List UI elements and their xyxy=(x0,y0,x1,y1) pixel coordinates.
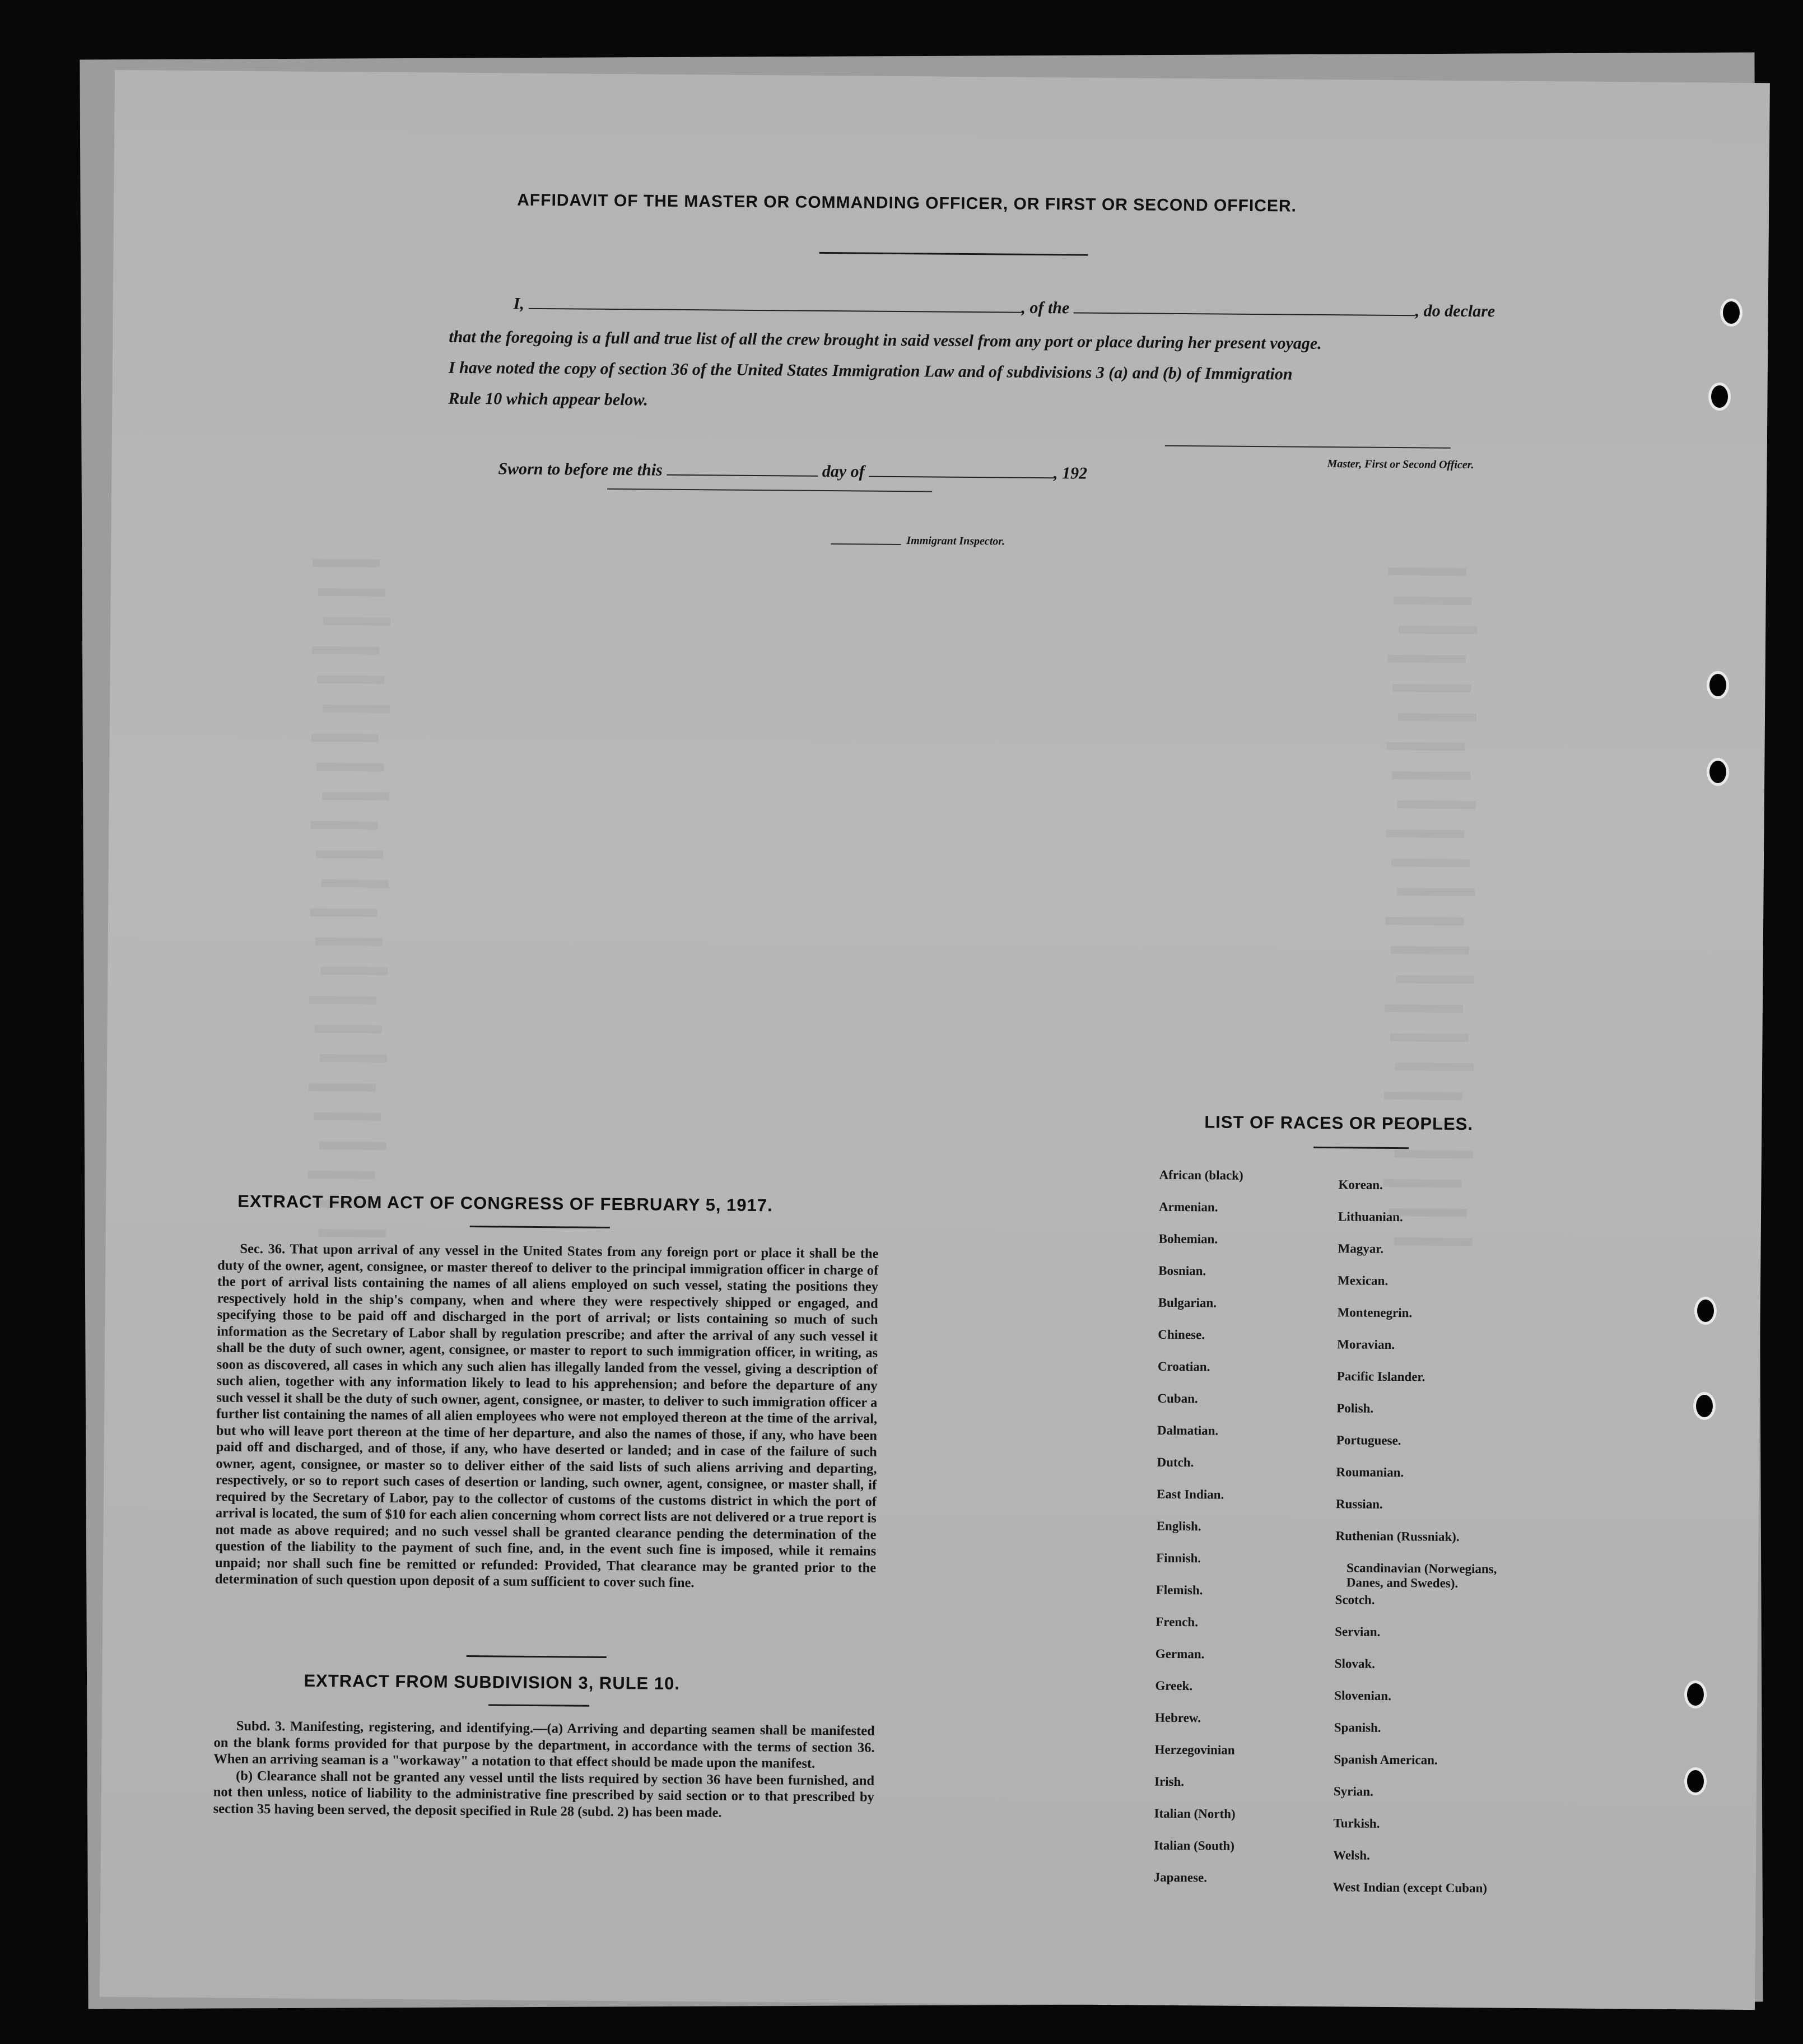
race-item: Servian. xyxy=(1335,1624,1381,1639)
bleed-mark xyxy=(319,1229,386,1237)
bleed-mark xyxy=(1396,975,1474,984)
bleed-mark xyxy=(309,1083,376,1092)
race-item: Lithuanian. xyxy=(1338,1209,1403,1224)
manifest-page xyxy=(100,70,1770,2010)
race-item: Slovenian. xyxy=(1334,1688,1391,1703)
bleed-mark xyxy=(322,879,389,888)
race-item: Greek. xyxy=(1155,1678,1193,1693)
race-item: Cuban. xyxy=(1157,1391,1198,1406)
races-left-column xyxy=(1153,1168,1243,1903)
punch-hole xyxy=(1687,1683,1704,1706)
rule-extract-title: EXTRACT FROM SUBDIVISION 3, RULE 10. xyxy=(304,1670,681,1694)
race-item: Armenian. xyxy=(1159,1199,1218,1214)
race-item: English. xyxy=(1156,1519,1201,1534)
race-item: West Indian (except Cuban) xyxy=(1333,1880,1488,1896)
bleed-mark xyxy=(318,588,385,597)
race-item: Italian (North) xyxy=(1154,1806,1236,1821)
race-item: Italian (South) xyxy=(1154,1838,1235,1853)
day-of-label: day of xyxy=(822,462,865,481)
race-item: Scandinavian (Norwegians, Danes, and Swedes). xyxy=(1346,1561,1497,1590)
punch-hole xyxy=(1709,674,1726,696)
punch-hole xyxy=(1709,761,1726,783)
race-item: Finnish. xyxy=(1156,1551,1201,1566)
bleed-mark xyxy=(1387,655,1466,663)
race-item: Japanese. xyxy=(1153,1870,1208,1885)
bleed-mark xyxy=(316,850,383,859)
punch-hole xyxy=(1723,301,1740,324)
bleed-mark xyxy=(1385,917,1464,925)
punch-hole xyxy=(1696,1395,1713,1417)
bleed-mark xyxy=(319,1142,386,1150)
race-item: East Indian. xyxy=(1156,1487,1224,1502)
bleed-mark xyxy=(323,617,390,626)
bleed-mark xyxy=(322,792,389,800)
punch-hole xyxy=(1711,385,1728,408)
subdivision-3a-text: Subd. 3. Manifesting, registering, and identifying.—(a) Arriving and departing seamen shall be manifested on the blank forms provided for that purpose by the department, in accordance with the terms of section 36. When an arriving seaman is a "workaway" a notation to that effect should be made upon the manifest. xyxy=(213,1718,875,1771)
race-item: Dalmatian. xyxy=(1157,1423,1219,1438)
bleed-mark xyxy=(1392,684,1471,692)
inspector-signature-label: Immigrant Inspector. xyxy=(906,534,1005,548)
bleed-mark xyxy=(313,559,380,567)
bleed-mark xyxy=(1399,626,1477,634)
race-item: Montenegrin. xyxy=(1337,1305,1413,1320)
bleed-mark xyxy=(316,763,384,771)
sworn-day-field[interactable] xyxy=(667,474,818,477)
master-name-field[interactable] xyxy=(528,308,1021,313)
sworn-label: Sworn to before me this xyxy=(498,459,663,479)
race-item: Scotch. xyxy=(1335,1593,1375,1607)
bleed-mark xyxy=(310,821,378,830)
affidavit-line-3: I have noted the copy of section 36 of the United States Immigration Law and of subdivisions 3 (a) and (b) of Immigration xyxy=(448,358,1293,384)
punch-hole xyxy=(1697,1300,1714,1322)
punch-hole xyxy=(1687,1770,1704,1792)
race-item: Bosnian. xyxy=(1158,1263,1206,1278)
affidavit-i-label: I, xyxy=(513,294,525,313)
race-item: Flemish. xyxy=(1156,1582,1203,1598)
affidavit-do-declare: , do declare xyxy=(1415,301,1495,321)
bleed-mark xyxy=(1397,800,1476,809)
affidavit-line-4: Rule 10 which appear below. xyxy=(448,389,648,409)
bleed-mark xyxy=(310,909,377,917)
act-extract-text xyxy=(215,1241,879,1593)
bleed-mark xyxy=(1385,1004,1463,1013)
race-item: Pacific Islander. xyxy=(1336,1369,1425,1384)
bleed-mark xyxy=(320,1054,387,1063)
race-item: Turkish. xyxy=(1333,1816,1380,1831)
race-item: Syrian. xyxy=(1333,1784,1373,1799)
bleed-mark xyxy=(1388,567,1466,576)
section-36-text: Sec. 36. That upon arrival of any vessel in the United States from any foreign port or place it shall be the duty of the owner, agent, consignee, or master thereof to deliver to the principal immigration officer in charge of the port of arrival lists containing the names of all aliens employed on such vessel, stating the positions they respectively hold in the ship's company, when and where they were respectively shipped or engaged, and specifying those to be paid off and discharged in the port of arrival; or lists containing so much of such information as the Secretary of Labor shall by regulation prescribe; and after the arrival of any such vessel it shall be the duty of such owner, agent, consignee, or master to report to such immigration officer, in writing, as soon as discovered, all cases in which any such alien has illegally landed from the vessel, giving a description of such alien, together with any information likely to lead to his apprehension; and before the departure of any such vessel it shall be the duty of such owner, agent, consignee, or master, to deliver to such immigration officer a further list containing the names of all alien employees who were not employed thereon at the time of the arrival, but who will leave port thereon at the time of her departure, and also the names of those, if any, who have been paid off and discharged, and of those, if any, who have deserted or landed; and in case of the failure of such owner, agent, consignee, or master so to deliver either of the said lists of such aliens arriving and departing, respectively, or so to report such cases of desertion or landing, such owner, agent, consignee, or master shall, if required by the Secretary of Labor, pay to the collector of customs of the customs district in which the port of arrival is located, the sum of $10 for each alien concerning whom correct lists are not delivered or a true report is not made as above required; and no such vessel shall be granted clearance pending the determination of the question of the liability to the payment of such fine, and, in the event such fine is imposed, while it remains unpaid; nor shall such fine be remitted or refunded: Provided, That clearance may be granted prior to the determination of such question upon deposit of a sum sufficient to cover such fine. xyxy=(215,1241,879,1591)
race-item: Moravian. xyxy=(1337,1337,1395,1352)
bleed-mark xyxy=(1398,713,1476,721)
bleed-mark xyxy=(323,705,390,713)
vessel-name-field[interactable] xyxy=(1074,312,1415,316)
races-title: LIST OF RACES OR PEOPLES. xyxy=(1204,1112,1474,1134)
affidavit-line-2: that the foregoing is a full and true list of all the crew brought in said vessel from any port or place during her present voyage. xyxy=(449,327,1322,353)
races-right-column xyxy=(1333,1177,1517,1913)
race-item: French. xyxy=(1156,1614,1198,1629)
bleed-mark xyxy=(314,1112,381,1121)
affidavit-of-the: , of the xyxy=(1021,298,1070,318)
race-item: African (black) xyxy=(1159,1167,1243,1182)
race-item: Bohemian. xyxy=(1158,1231,1218,1246)
race-item: Bulgarian. xyxy=(1158,1295,1217,1310)
race-item: Portuguese. xyxy=(1336,1433,1401,1448)
race-item: Korean. xyxy=(1338,1177,1383,1192)
bleed-mark xyxy=(1392,771,1470,780)
master-signature-label: Master, First or Second Officer. xyxy=(1327,458,1474,472)
bleed-mark xyxy=(1387,742,1465,751)
race-item: Ruthenian (Russniak). xyxy=(1335,1529,1460,1544)
bleed-mark xyxy=(1386,830,1464,838)
bleed-mark xyxy=(1384,1092,1462,1100)
bleed-mark xyxy=(1395,1063,1474,1071)
bleed-mark xyxy=(1394,597,1472,605)
race-item: Magyar. xyxy=(1338,1241,1384,1256)
sworn-month-field[interactable] xyxy=(869,476,1054,479)
affidavit-title: AFFIDAVIT OF THE MASTER OR COMMANDING OFFICER, OR FIRST OR SECOND OFFICER. xyxy=(517,190,1297,216)
act-extract-title: EXTRACT FROM ACT OF CONGRESS OF FEBRUARY 5, 1917. xyxy=(237,1191,773,1216)
bleed-mark xyxy=(315,1025,382,1033)
year-label: , 192 xyxy=(1053,464,1088,483)
race-item: Mexican. xyxy=(1337,1273,1389,1288)
race-item: German. xyxy=(1155,1646,1205,1661)
race-item: Polish. xyxy=(1336,1401,1374,1416)
race-item: Roumanian. xyxy=(1336,1465,1404,1480)
rule-extract-text xyxy=(213,1717,875,1822)
race-item: Irish. xyxy=(1154,1774,1185,1789)
bleed-mark xyxy=(320,967,388,975)
race-item: Spanish American. xyxy=(1334,1752,1438,1767)
race-item: Russian. xyxy=(1335,1497,1383,1511)
race-item: Spanish. xyxy=(1334,1720,1381,1735)
bleed-mark xyxy=(1396,888,1475,896)
bleed-mark xyxy=(311,734,379,742)
bleed-mark xyxy=(1391,859,1470,867)
race-item: Welsh. xyxy=(1333,1848,1370,1863)
bleed-mark xyxy=(315,938,383,946)
bleed-mark xyxy=(317,676,384,684)
bleed-mark xyxy=(309,996,376,1004)
race-item: Slovak. xyxy=(1334,1656,1376,1671)
bleed-mark xyxy=(1395,1150,1473,1158)
bleed-mark xyxy=(1391,946,1469,955)
race-item: Dutch. xyxy=(1157,1455,1194,1470)
bleed-mark xyxy=(312,646,379,655)
subdivision-3b-text: (b) Clearance shall not be granted any vessel until the lists required by section 36 have been furnished, and not then unless, notice of liability to the administrative fine prescribed by said section or to that prescribed by section 35 having been served, the deposit specified in Rule 28 (subd. 2) has been made. xyxy=(213,1768,875,1820)
race-item: Herzegovinian xyxy=(1154,1742,1235,1757)
bleed-mark xyxy=(308,1171,375,1179)
race-item: Croatian. xyxy=(1157,1359,1210,1374)
bleed-mark xyxy=(1390,1033,1468,1042)
race-item: Hebrew. xyxy=(1154,1710,1201,1725)
race-item: Chinese. xyxy=(1158,1327,1205,1342)
